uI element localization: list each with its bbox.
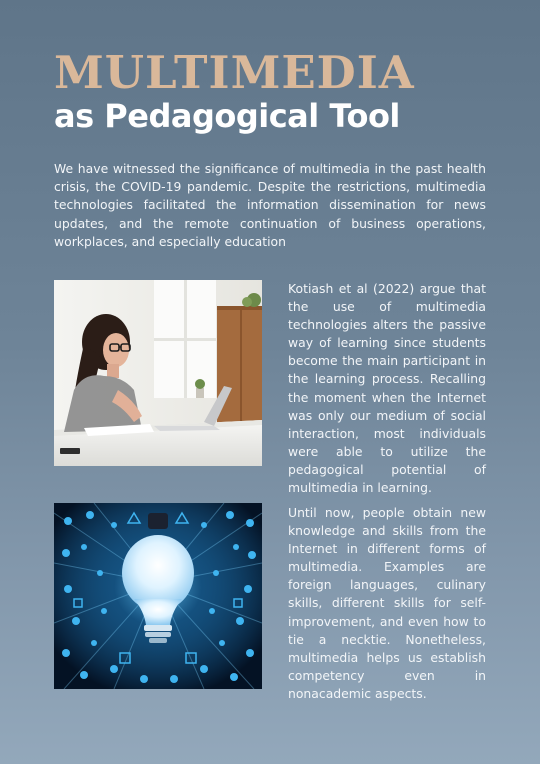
title-sub: as Pedagogical Tool: [54, 97, 400, 135]
title-main: MULTIMEDIA: [54, 46, 415, 99]
lightbulb-illustration: [54, 503, 262, 689]
intro-paragraph: We have witnessed the significance of multimedia in the past health crisis, the COVID-19 pandemic. Despite the restrictions, multimedia technologies facilitated the information dissemination for news updates, and the remote continuation of business operations, workplaces, and especially education: [54, 161, 486, 249]
woman-studying-photo: [54, 280, 262, 466]
section2-paragraph: Until now, people obtain new knowledge and skills from the Internet in different forms of multimedia. Examples are foreign languages, culinary skills, different skills for self-improvement, and even how to tie a necktie. Nonetheless, multimedia helps us establish competency even in nonacademic aspects.: [288, 505, 486, 701]
section1-paragraph: Kotiash et al (2022) argue that the use of multimedia technologies alters the passive way of learning since students become the main participant in the learning process. Recalling the moment when the Internet was only our medium of social interaction, most individuals were able to utilize the pedagogical potential of multimedia in learning.: [288, 281, 486, 496]
